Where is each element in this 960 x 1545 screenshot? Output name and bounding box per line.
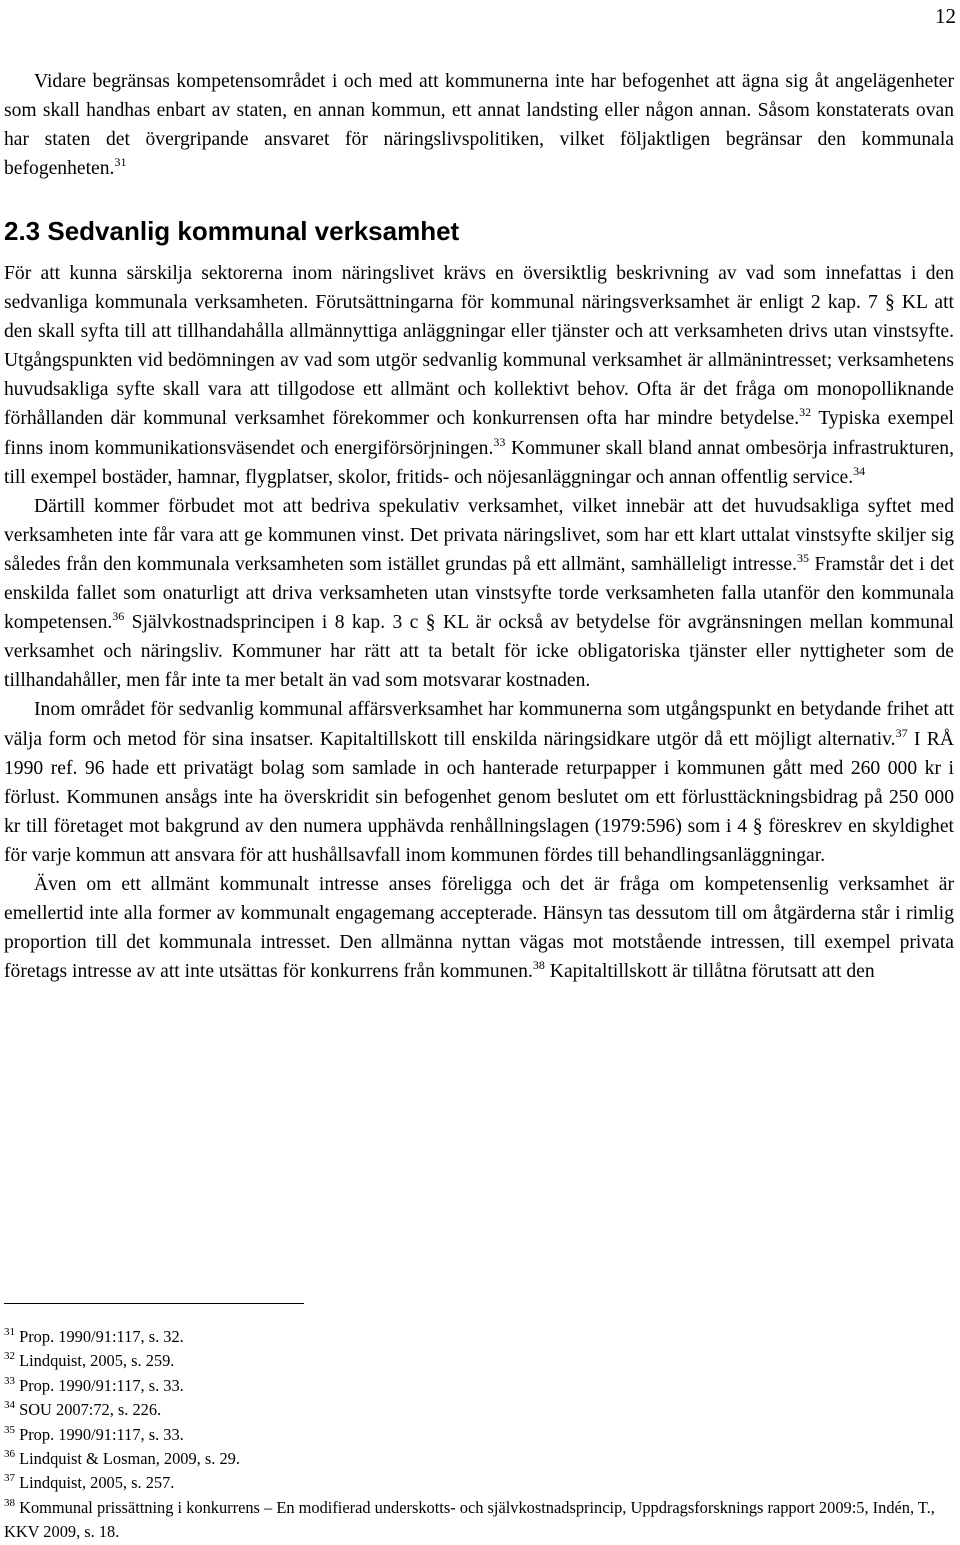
footnote-ref: 38 [532,958,545,973]
section-paragraph-1 [4,259,954,492]
footnote-ref: 36 [112,609,125,624]
footnote-ref: 31 [114,155,127,170]
paragraph-text: I RÅ 1990 ref. 96 hade ett privatägt bolag som samlade in och hanterade returpapper i kommunen gått med 260 000 kr i förlust. Kommunen ansågs inte ha överskridit sin befogenhet genom beslutet om ett förlusttäckningsbidrag på 250 000 kr till företaget mot bakgrund av den numera upphävda renhållningslagen (1979:596) som i 4 § föreskrev en skyldighet för varje kommun att ansvara för att hushållsavfall inom kommunen fördes till behandlingsanläggningar. [4,728,954,866]
section-heading: 2.3 Sedvanlig kommunal verksamhet [4,216,460,246]
section-paragraph-4 [4,870,954,986]
paragraph-text: Framstår det i det enskilda fallet som onaturligt att driva verksamheten utan vinstsyfte torde verksamheten falla utanför den kommunala kompetensen. [4,553,955,634]
footnote-number: 31 [4,1326,15,1338]
footnote-number: 35 [4,1423,15,1436]
paragraph-text: Inom området för sedvanlig kommunal affärsverksamhet har kommunerna som utgångspunkt en betydande frihet att välja form och metod för sina insatser. Kapitaltillskott till enskilda näringsidkare utgör då ett möjligt alternativ. [4,699,954,750]
footnote-text: Lindquist & Losman, 2009, s. 29. [19,1449,240,1469]
footnote-number: 37 [4,1472,15,1485]
page-number: 12 [935,4,956,28]
footnotes [4,1325,954,1545]
section-body [4,259,954,986]
footnote-text: Prop. 1990/91:117, s. 32. [19,1327,184,1346]
section-paragraph-3 [4,695,954,870]
paragraph-text: Därtill kommer förbudet mot att bedriva spekulativ verksamhet, vilket innebär att det huvudsakliga syftet med verksamheten inte får vara att ge kommunen vinst. Det privata näringslivet, som har ett klart uttalat vinstsyfte skiljer sig således från den kommunala verksamheten som istället grundas på ett allmänt, samhälleligt intresse. [4,495,954,575]
footnote-text: Lindquist, 2005, s. 257. [19,1473,175,1493]
footnote-number: 38 [4,1496,15,1509]
footnote-ref: 33 [493,434,506,449]
section-paragraph-2 [4,492,954,696]
footnote-text: Lindquist, 2005, s. 259. [19,1351,175,1371]
intro-paragraph [4,67,954,183]
footnote-number: 33 [4,1374,15,1387]
intro-text-block [4,67,954,183]
footnote-number: 32 [4,1350,15,1363]
footnote-ref: 37 [895,725,908,740]
footnote-text: Kommunal prissättning i konkurrens – En modifierad underskotts- och självkostnadsprincip, Uppdragsforsknings rapport 2009:5, Indén, T., KKV 2009, s. 18. [4,1497,935,1542]
footnote-ref: 32 [799,405,812,420]
footnote [4,1447,954,1471]
paragraph-text: Självkostnadsprincipen i 8 kap. 3 c § KL är också av betydelse för avgränsningen mellan kommunal verksamhet och näringsliv. Kommuner har rätt att ta betalt för icke obligatoriska tjänster eller nyttigheter som de tillhandahåller, men får inte ta mer betalt än vad som motsvarar kostnaden. [4,612,954,692]
paragraph-text: För att kunna särskilja sektorerna inom näringslivet krävs en översiktlig beskrivning av vad som innefattas i den sedvanliga kommunala verksamheten. Förutsättningarna för kommunal näringsverksamhet är enligt 2 kap. 7 § KL att den skall syfta till att tillhandahålla allmännyttiga anläggningar eller tjänster och att verksamheten drivs utan vinstsyfte. Utgångspunkten vid bedömningen av vad som utgör sedvanlig kommunal verksamhet är allmänintresset; verksamhetens huvudsakliga syfte skall vara att tillgodose ett allmänt och kollektivt behov. Ofta är det fråga om monopolliknande förhållanden där kommunal verksamhet förekommer och konkurrensen ofta har mindre betydelse. [4,263,954,430]
paragraph-text: Även om ett allmänt kommunalt intresse anses föreligga och det är fråga om kompetensenlig verksamhet är emellertid inte alla former av kommunalt engagemang accepterade. Hänsyn tas dessutom till om åtgärderna står i rimlig proportion till det kommunala intresset. Den allmänna nyttan vägas mot motstående intressen, till exempel privata företags intresse av att inte utsättas för konkurrens från kommunen. [4,873,954,983]
footnote [4,1496,954,1545]
footnote-separator [4,1303,304,1304]
footnote-number: 36 [4,1448,15,1461]
footnote-text: Prop. 1990/91:117, s. 33. [19,1424,184,1444]
paragraph-text: Kapitaltillskott är tillåtna förutsatt att den [544,961,875,983]
footnote-ref: 35 [797,550,810,565]
footnote-ref: 34 [853,463,866,478]
paragraph-text: Vidare begränsas kompetensområdet i och med att kommunerna inte har befogenhet att ägna sig åt angelägenheter som skall handhas enbart av staten, en annan kommun, ett annat landsting eller någon annan. Såsom konstaterats ovan har staten det övergripande ansvaret för näringslivspolitiken, vilket följaktligen begränsar den kommunala befogenheten. [4,71,954,180]
footnote [4,1423,954,1447]
footnote [4,1374,954,1398]
footnote [4,1349,954,1373]
footnote-number: 34 [4,1399,15,1412]
paragraph-text: Typiska exempel finns inom kommunikationsväsendet och energiförsörjningen. [4,408,954,459]
footnote [4,1325,954,1349]
footnote [4,1471,954,1495]
footnote-text: SOU 2007:72, s. 226. [19,1400,162,1420]
paragraph-text: Kommuner skall bland annat ombesörja infrastrukturen, till exempel bostäder, hamnar, flygplatser, skolor, fritids- och nöjesanläggningar och annan offentlig service. [4,437,954,488]
footnote-text: Prop. 1990/91:117, s. 33. [19,1375,184,1395]
footnote [4,1398,954,1422]
